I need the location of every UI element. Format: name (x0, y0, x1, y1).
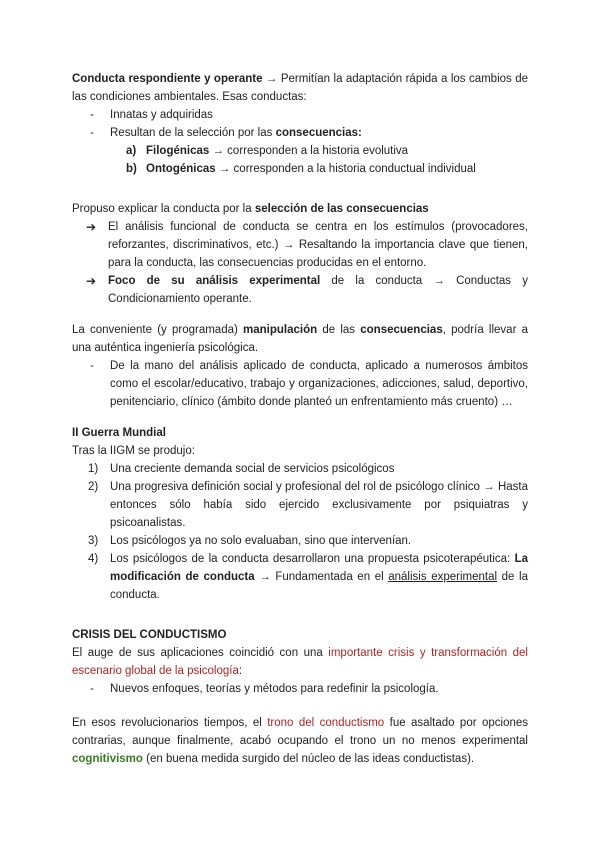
crisis-paragraph: El auge de sus aplicaciones coincidió con una importante crisis y transformación del escenario global de la psicología: (72, 647, 528, 677)
list-item: 3) Los psicólogos ya no solo evaluaban, sino que intervenían. (88, 535, 412, 547)
list-item: ➔ Foco de su análisis experimental de la conducta → Conductas y Condicionamiento operante. (86, 274, 528, 305)
consecuencias-sublist (72, 142, 528, 178)
arrow-icon: ➔ (86, 220, 97, 234)
manipulacion-bullets (72, 357, 528, 411)
manipulacion-paragraph: La conveniente (y programada) manipulación de las consecuencias, podría llevar a una auténtica ingeniería psicológica. (72, 324, 528, 354)
list-item: b) Ontogénicas → corresponden a la historia conductual individual (126, 163, 476, 175)
list-item: - De la mano del análisis aplicado de conducta, aplicado a numerosos ámbitos como el escolar/educativo, trabajo y organizaciones, adicciones, salud, deportivo, penitenciario, clínico (ámbito donde planteó un enfrentamiento más cruento) … (90, 360, 528, 408)
list-item: ➔ El análisis funcional de conducta se centra en los estímulos (provocadores, reforzantes, discriminativos, etc.) → Resaltando la importancia clave que tienen, para la conducta, las consecuencias producidas en el entorno. (86, 220, 528, 269)
crisis-bullets (72, 680, 528, 698)
section-seleccion (72, 200, 528, 308)
list-item: - Innatas y adquiridas (90, 109, 213, 121)
guerra-intro: Tras la IIGM se produjo: (72, 445, 195, 457)
section-guerra (72, 424, 528, 604)
section-manipulacion (72, 321, 528, 411)
conducta-paragraph: Conducta respondiente y operante → Permitían la adaptación rápida a los cambios de las condiciones ambientales. Esas conductas: (72, 73, 528, 103)
conducta-bullets (72, 106, 528, 142)
list-item: 2) Una progresiva definición social y profesional del rol de psicólogo clínico → Hasta entonces sólo había sido ejercido exclusivamente por psiquiatras y psicoanalistas. (88, 481, 528, 529)
guerra-numbered-list (72, 460, 528, 604)
seleccion-intro: Propuso explicar la conducta por la selección de las consecuencias (72, 203, 429, 215)
list-item: 4) Los psicólogos de la conducta desarrollaron una propuesta psicoterapéutica: La modificación de conducta → Fundamentada en el análisis experimental de la conducta. (88, 553, 528, 601)
trono-paragraph: En esos revolucionarios tiempos, el trono del conductismo fue asaltado por opciones contrarias, aunque finalmente, acabó ocupando el trono un no menos experimental cognitivismo (en buena medida surgido del núcleo de las ideas conductistas). (72, 717, 529, 765)
list-item: - Nuevos enfoques, teorías y métodos para redefinir la psicología. (90, 683, 439, 695)
conducta-title: Conducta respondiente y operante (72, 73, 263, 85)
guerra-heading: II Guerra Mundial (72, 427, 166, 439)
section-crisis (72, 626, 528, 768)
arrow-icon: ➔ (86, 274, 97, 288)
list-item: a) Filogénicas → corresponden a la historia evolutiva (126, 145, 409, 157)
seleccion-arrow-list (72, 218, 528, 308)
crisis-heading: CRISIS DEL CONDUCTISMO (72, 629, 227, 641)
list-item: - Resultan de la selección por las consecuencias: (90, 127, 362, 139)
list-item: 1) Una creciente demanda social de servicios psicológicos (88, 463, 395, 475)
section-conducta (72, 70, 528, 178)
